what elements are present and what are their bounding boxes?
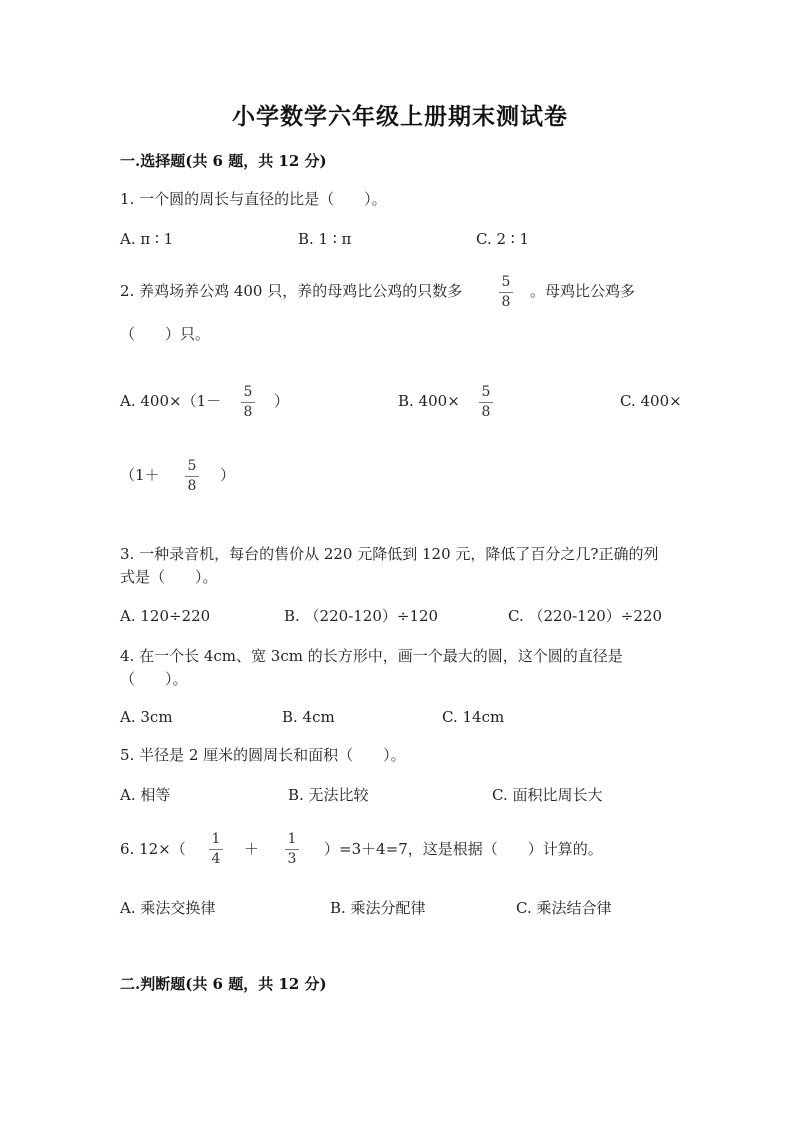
question-2-option-a-end: ）: [274, 392, 290, 410]
question-6-option-a: A. 乘法交换律: [120, 899, 216, 917]
question-6-option-c: C. 乘法结合律: [516, 899, 612, 917]
question-6-option-b: B. 乘法分配律: [330, 899, 426, 917]
fraction-denominator: 3: [287, 851, 297, 867]
question-2-option-c-fraction: [180, 458, 204, 495]
question-2-text-start: 2. 养鸡场养公鸡 400 只，养的母鸡比公鸡的只数多: [120, 282, 463, 300]
question-6-text-start: 6. 12×（: [120, 840, 186, 858]
question-2-option-c-end: ）: [220, 466, 236, 484]
question-4-text-line1: 4. 在一个长 4cm、宽 3cm 的长方形中，画一个最大的圆，这个圆的直径是: [120, 647, 623, 665]
question-1-option-b: B. 1 ∶ π: [298, 230, 352, 248]
section-heading-judgment: 二.判断题(共 6 题，共 12 分): [120, 975, 327, 993]
fraction-denominator: 8: [187, 478, 197, 494]
page-title: 小学数学六年级上册期末测试卷: [232, 103, 568, 130]
question-1-option-a: A. π ∶ 1: [120, 230, 174, 248]
question-5-text: 5. 半径是 2 厘米的圆周长和面积（ ）。: [120, 746, 406, 764]
fraction-numerator: 5: [501, 274, 511, 290]
question-1-text: 1. 一个圆的周长与直径的比是（ ）。: [120, 190, 387, 208]
fraction-denominator: 4: [211, 851, 221, 867]
question-2-option-c-continued: （1＋: [120, 466, 160, 484]
question-6-plus: ＋: [244, 840, 260, 858]
question-1-option-c: C. 2 ∶ 1: [476, 230, 530, 248]
fraction-bar: [185, 476, 199, 477]
question-6-fraction-2: [280, 831, 304, 868]
fraction-denominator: 8: [243, 404, 253, 420]
fraction-numerator: 5: [481, 384, 491, 400]
question-3-option-b: B. （220-120）÷120: [284, 607, 439, 625]
fraction-numerator: 1: [287, 831, 297, 847]
question-2-option-a: A. 400×（1－: [120, 392, 222, 410]
question-2-text-end: 。母鸡比公鸡多: [530, 282, 636, 300]
question-3-option-c: C. （220-120）÷220: [508, 607, 663, 625]
section-heading-choice: 一.选择题(共 6 题，共 12 分): [120, 152, 327, 170]
question-3-text-line1: 3. 一种录音机，每台的售价从 220 元降低到 120 元，降低了百分之几?正确的列: [120, 545, 659, 563]
question-4-text-line2: （ ）。: [120, 670, 188, 688]
question-4-option-a: A. 3cm: [120, 708, 173, 726]
question-6-text-end: ）=3＋4=7，这是根据（ ）计算的。: [324, 840, 603, 858]
question-2-option-c: C. 400×: [620, 392, 682, 410]
fraction-bar: [285, 849, 299, 850]
fraction-bar: [499, 292, 513, 293]
question-2-fraction: [494, 274, 518, 311]
question-5-option-c: C. 面积比周长大: [492, 786, 603, 804]
question-2-option-a-fraction: [236, 384, 260, 421]
fraction-numerator: 5: [187, 458, 197, 474]
fraction-bar: [479, 402, 493, 403]
fraction-numerator: 5: [243, 384, 253, 400]
question-2-option-b: B. 400×: [398, 392, 460, 410]
question-3-option-a: A. 120÷220: [120, 607, 211, 625]
question-2-option-b-fraction: [474, 384, 498, 421]
question-6-fraction-1: [204, 831, 228, 868]
question-4-option-b: B. 4cm: [282, 708, 335, 726]
fraction-bar: [209, 849, 223, 850]
fraction-numerator: 1: [211, 831, 221, 847]
question-5-option-b: B. 无法比较: [288, 786, 369, 804]
question-3-text-line2: 式是（ ）。: [120, 568, 218, 586]
question-5-option-a: A. 相等: [120, 786, 171, 804]
fraction-bar: [241, 402, 255, 403]
question-4-option-c: C. 14cm: [442, 708, 505, 726]
fraction-denominator: 8: [501, 294, 511, 310]
fraction-denominator: 8: [481, 404, 491, 420]
question-2-text-line2: （ ）只。: [120, 325, 211, 343]
